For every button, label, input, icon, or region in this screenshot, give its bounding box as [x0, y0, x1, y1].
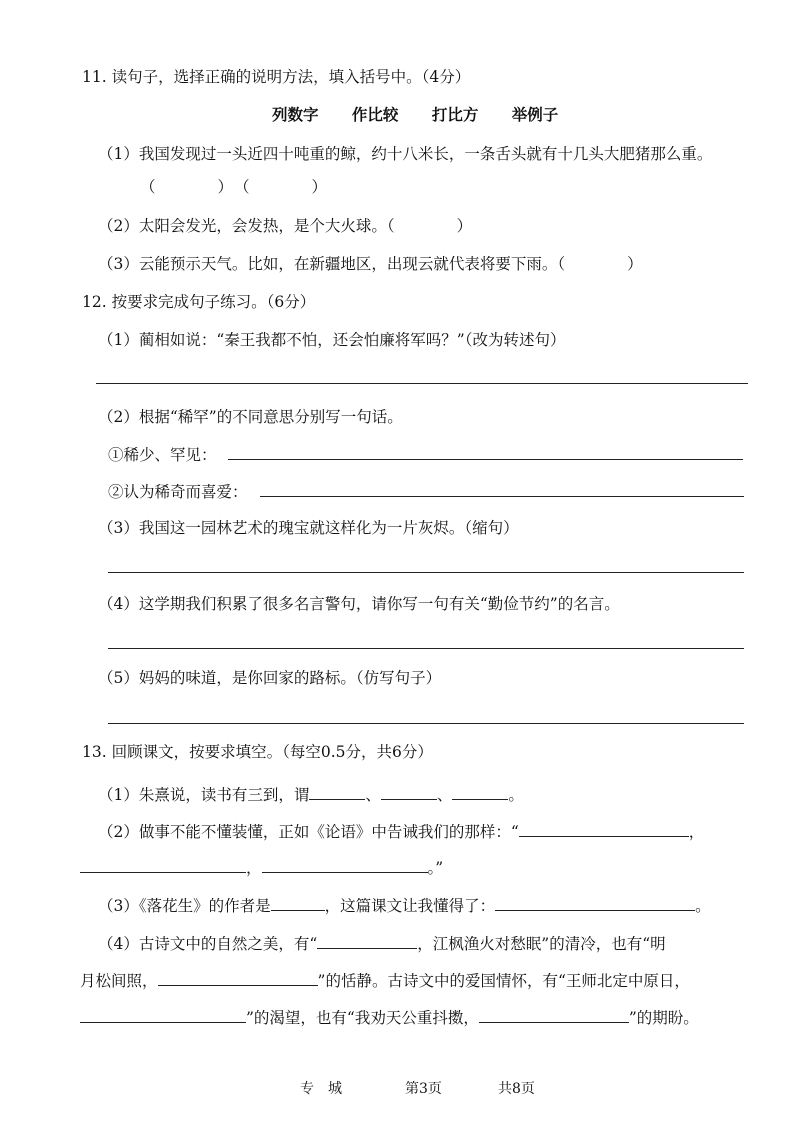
separator: 、: [436, 786, 453, 804]
answer-line[interactable]: [260, 496, 744, 497]
fill-blank[interactable]: [519, 820, 689, 837]
separator: ，: [246, 859, 262, 877]
fill-blank[interactable]: [80, 856, 246, 873]
q11-option: 举例子: [511, 105, 559, 124]
q13-part-1-text: （1）朱熹说，读书有三到，谓: [98, 786, 310, 804]
q12-part-3: （3）我国这一园林艺术的瑰宝就这样化为一片灰烬。（缩句）: [98, 519, 519, 537]
q13-part-4-text-d: ”的恬静。古诗文中的爱国情怀，有“王师北定中原日，: [317, 972, 690, 990]
fill-blank[interactable]: [309, 783, 365, 800]
q13-part-4-line3: [80, 1006, 699, 1029]
page-number: 第3页: [405, 1081, 442, 1097]
fill-blank[interactable]: [271, 894, 325, 911]
q13-part-3-text-b: ，这篇课文让我懂得了：: [324, 897, 496, 915]
page-total: 共8页: [498, 1081, 535, 1097]
q11-answer-paren-b[interactable]: （ ）: [234, 178, 328, 196]
q13-part-4-text: （4）古诗文中的自然之美，有“: [98, 935, 318, 953]
fill-blank[interactable]: [479, 1006, 629, 1023]
fill-blank[interactable]: [158, 969, 318, 986]
q11-sentence-3: （3）云能预示天气。比如，在新疆地区，出现云就代表将要下雨。（ ）: [98, 255, 643, 273]
q12-part-2b: ②认为稀奇而喜爱：: [108, 483, 248, 501]
answer-line[interactable]: [108, 648, 744, 649]
q13-part-3: [98, 894, 711, 917]
fill-blank[interactable]: [495, 894, 695, 911]
fill-blank[interactable]: [452, 783, 508, 800]
q13-part-3-text: （3）《落花生》的作者是: [98, 897, 271, 915]
q12-part-1: （1）蔺相如说：“秦王我都不怕，还会怕廉将军吗？”（改为转述句）: [98, 331, 566, 349]
q13-part-4-text-e: ”的渴望，也有“我劝天公重抖擞，: [246, 1009, 479, 1027]
q12-part-2a: ①稀少、罕见：: [108, 446, 217, 464]
separator: 、: [365, 786, 381, 804]
answer-line[interactable]: [228, 459, 743, 460]
q11-title: 11. 读句子，选择正确的说明方法，填入括号中。（4分）: [82, 68, 471, 86]
q12-part-5: （5）妈妈的味道，是你回家的路标。（仿写句子）: [98, 669, 442, 687]
q13-part-2-cont: [80, 856, 443, 879]
q12-title: 12. 按要求完成句子练习。（6分）: [82, 293, 316, 311]
period: 。: [508, 786, 524, 804]
q11-option: 打比方: [431, 105, 479, 124]
fill-blank[interactable]: [262, 856, 428, 873]
q11-options: [272, 104, 586, 126]
period: 。: [695, 897, 711, 915]
period: 。”: [427, 859, 444, 877]
q13-part-4-text-b: ，江枫渔火对愁眠”的清冷，也有“明: [417, 935, 666, 953]
footer-mark: 专 城: [300, 1081, 342, 1097]
q11-sentence-1: （1）我国发现过一头近四十吨重的鲸，约十八米长，一条舌头就有十几头大肥猪那么重。: [98, 145, 713, 163]
q13-part-2-text: （2）做事不能不懂装懂，正如《论语》中告诫我们的那样：“: [98, 823, 519, 841]
separator: ，: [688, 823, 705, 841]
q11-answer-paren-a[interactable]: （ ）: [140, 178, 234, 196]
q13-part-4-text-c: 月松间照，: [80, 972, 158, 990]
q13-part-4-line2: [80, 969, 690, 992]
q13-part-2: [98, 820, 704, 843]
q12-part-4: （4）这学期我们积累了很多名言警句，请你写一句有关“勤俭节约”的名言。: [98, 595, 620, 613]
answer-line[interactable]: [108, 572, 744, 573]
q13-part-4-text-f: ”的期盼。: [628, 1009, 699, 1027]
fill-blank[interactable]: [80, 1006, 246, 1023]
q11-option: 作比较: [351, 105, 399, 124]
q13-part-4: [98, 932, 666, 955]
fill-blank[interactable]: [317, 932, 417, 949]
q11-option: 列数字: [272, 105, 319, 124]
q11-sentence-2: （2）太阳会发光，会发热，是个大火球。（ ）: [98, 217, 473, 235]
answer-line[interactable]: [108, 723, 744, 724]
fill-blank[interactable]: [381, 783, 437, 800]
q12-part-2: （2）根据“稀罕”的不同意思分别写一句话。: [98, 408, 403, 426]
q13-part-1: [98, 783, 524, 806]
q13-title: 13. 回顾课文，按要求填空。（每空0.5分，共6分）: [82, 743, 433, 761]
answer-line[interactable]: [96, 383, 748, 384]
